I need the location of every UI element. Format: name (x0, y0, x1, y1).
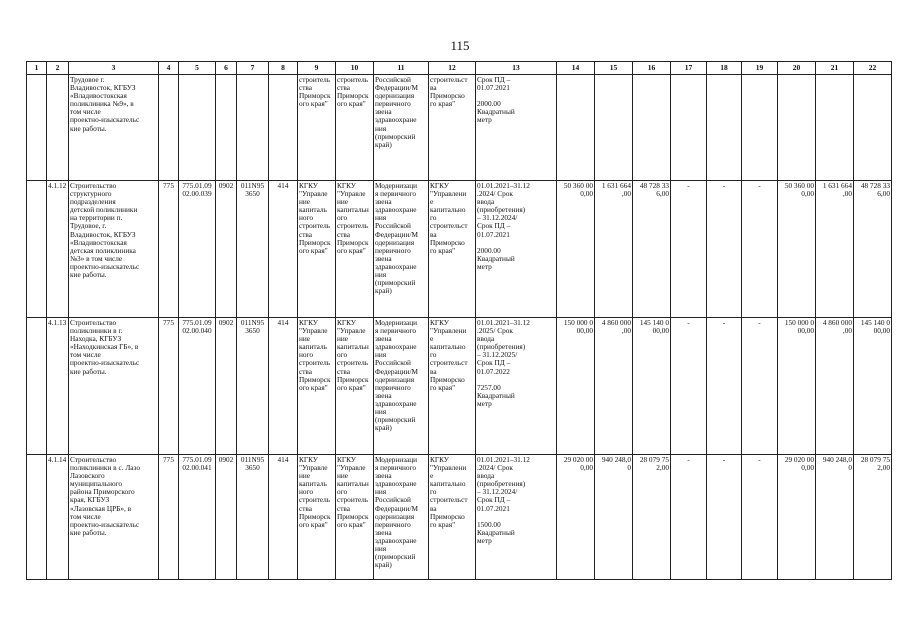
table-cell: - (671, 318, 707, 455)
table-cell (216, 75, 237, 181)
table-row (27, 318, 892, 455)
column-header: 13 (476, 62, 557, 75)
table-cell: 775.01.09 02.00.040 (179, 318, 216, 455)
table-cell: - (707, 181, 742, 318)
page-number: 115 (450, 38, 470, 53)
table-row (27, 181, 892, 318)
column-header: 8 (269, 62, 298, 75)
budget-table (26, 61, 892, 580)
table-cell (671, 75, 707, 181)
table-cell (47, 75, 69, 181)
column-header: 10 (336, 62, 374, 75)
table-cell: - (671, 455, 707, 580)
table-row (27, 75, 892, 181)
table-cell (159, 75, 179, 181)
column-header: 2 (47, 62, 69, 75)
table-cell: Срок ПД – 01.07.2021 2000.00 Квадратный метр (476, 75, 557, 181)
table-cell (27, 75, 47, 181)
table-cell (557, 75, 595, 181)
table-cell: 775.01.09 02.00.041 (179, 455, 216, 580)
amount-cell: 150 000 0 00,00 (557, 318, 595, 455)
table-cell: - (707, 318, 742, 455)
table-cell: 01.01.2021–31.12 .2024/ Срок ввода (приобретения) – 31.12.2024/ Срок ПД – 01.07.2021 1500.00 Квадратный метр (476, 455, 557, 580)
column-header: 6 (216, 62, 237, 75)
table-cell (633, 75, 671, 181)
amount-cell: 28 079 75 2,00 (633, 455, 671, 580)
amount-cell: 1 631 664 ,00 (816, 181, 854, 318)
table-header-row (27, 62, 892, 75)
table-cell: КГКУ "Управле ние капитальн ого строитель ства Приморск ого края" (336, 455, 374, 580)
object-name-cell: Строительство поликлиники в с. Лазо Лазовского муниципального района Приморского края, КГБУЗ «Лазовская ЦРБ», в том числе проектно-изыскательс кие работы. (69, 455, 159, 580)
table-cell (816, 75, 854, 181)
table-cell: КГКУ "Управлени е капитально го строительст ва Приморско го края" (429, 455, 476, 580)
column-header: 22 (854, 62, 892, 75)
table-cell: КГКУ "Управле ние капиталь ного строитель ства Приморск ого края" (298, 455, 336, 580)
table-cell: 011N95 3650 (237, 181, 269, 318)
table-cell: Модернизаци я первичного звена здравоохране ния Российской Федерации/М одернизация первичного звена здравоохране ния (приморский край) (374, 181, 429, 318)
table-cell (595, 75, 633, 181)
table-cell (742, 75, 778, 181)
table-cell: КГКУ "Управле ние капиталь ного строитель ства Приморск ого края" (298, 181, 336, 318)
column-header: 21 (816, 62, 854, 75)
table-cell: строитель ства Приморск ого края" (298, 75, 336, 181)
table-cell (27, 318, 47, 455)
table-cell: 414 (269, 318, 298, 455)
column-header: 14 (557, 62, 595, 75)
amount-cell: 50 360 00 0,00 (557, 181, 595, 318)
column-header: 18 (707, 62, 742, 75)
table-cell (854, 75, 892, 181)
table-cell: - (707, 455, 742, 580)
table-cell (27, 181, 47, 318)
table-cell: КГКУ "Управле ние капиталь ного строитель ства Приморск ого края" (298, 318, 336, 455)
table-cell: КГКУ "Управлени е капитально го строительст ва Приморско го края" (429, 181, 476, 318)
table-cell (179, 75, 216, 181)
table-cell: строительст ва Приморско го края" (429, 75, 476, 181)
amount-cell: 145 140 0 00,00 (633, 318, 671, 455)
amount-cell: 4 860 000 ,00 (816, 318, 854, 455)
amount-cell: 50 360 00 0,00 (778, 181, 816, 318)
column-header: 1 (27, 62, 47, 75)
table-cell: 011N95 3650 (237, 318, 269, 455)
table-cell: Трудовое г. Владивосток, КГБУЗ «Владивостокская поликлиника №9», в том числе проектно-изыскательс кие работы. (69, 75, 159, 181)
amount-cell: 145 140 0 00,00 (854, 318, 892, 455)
table-cell (707, 75, 742, 181)
table-cell: 01.01.2021–31.12 .2025/ Срок ввода (приобретения) – 31.12.2025/ Срок ПД – 01.07.2022 7257.00 Квадратный метр (476, 318, 557, 455)
column-header: 11 (374, 62, 429, 75)
table-cell: 0902 (216, 455, 237, 580)
table-cell: 775 (159, 318, 179, 455)
table-cell: КГКУ "Управле ние капитальн ого строитель ства Приморск ого края" (336, 318, 374, 455)
row-number-cell: 4.1.13 (47, 318, 69, 455)
table-cell: - (742, 455, 778, 580)
amount-cell: 150 000 0 00,00 (778, 318, 816, 455)
table-cell: Российской Федерации/М одернизация первичного звена здравоохране ния (приморский край) (374, 75, 429, 181)
row-number-cell: 4.1.14 (47, 455, 69, 580)
column-header: 5 (179, 62, 216, 75)
table-cell (778, 75, 816, 181)
table-cell: 0902 (216, 318, 237, 455)
column-header: 12 (429, 62, 476, 75)
row-number-cell: 4.1.12 (47, 181, 69, 318)
column-header: 17 (671, 62, 707, 75)
table-cell (237, 75, 269, 181)
amount-cell: 29 020 00 0,00 (778, 455, 816, 580)
column-header: 4 (159, 62, 179, 75)
table-cell: Модернизаци я первичного звена здравоохране ния Российской Федерации/М одернизация первичного звена здравоохране ния (приморский край) (374, 318, 429, 455)
column-header: 9 (298, 62, 336, 75)
column-header: 19 (742, 62, 778, 75)
table-cell: строитель ства Приморск ого края" (336, 75, 374, 181)
column-header: 20 (778, 62, 816, 75)
amount-cell: 29 020 00 0,00 (557, 455, 595, 580)
table-cell: 0902 (216, 181, 237, 318)
table-cell: КГКУ "Управле ние капитальн ого строитель ства Приморск ого края" (336, 181, 374, 318)
amount-cell: 48 728 33 6,00 (633, 181, 671, 318)
table-cell: 775 (159, 455, 179, 580)
table-cell (269, 75, 298, 181)
column-header: 15 (595, 62, 633, 75)
table-cell: 01.01.2021–31.12 .2024/ Срок ввода (приобретения) – 31.12.2024/ Срок ПД – 01.07.2021 2000.00 Квадратный метр (476, 181, 557, 318)
column-header: 16 (633, 62, 671, 75)
table-cell: 775.01.09 02.00.039 (179, 181, 216, 318)
table-cell: - (742, 318, 778, 455)
column-header: 7 (237, 62, 269, 75)
amount-cell: 4 860 000 ,00 (595, 318, 633, 455)
amount-cell: 48 728 33 6,00 (854, 181, 892, 318)
amount-cell: 940 248,0 0 (816, 455, 854, 580)
amount-cell: 28 079 75 2,00 (854, 455, 892, 580)
table-cell: - (742, 181, 778, 318)
table-cell: - (671, 181, 707, 318)
table-cell: Модернизаци я первичного звена здравоохране ния Российской Федерации/М одернизация первичного звена здравоохране ния (приморский край) (374, 455, 429, 580)
table-cell (27, 455, 47, 580)
table-cell: 414 (269, 455, 298, 580)
amount-cell: 1 631 664 ,00 (595, 181, 633, 318)
object-name-cell: Строительство структурного подразделения детской поликлиники на территории п. Трудовое, г. Владивосток, КГБУЗ «Владивостокская детская поликлиника №3» в том числе проектно-изыскательс кие работы. (69, 181, 159, 318)
table-cell: 775 (159, 181, 179, 318)
table-cell: 011N95 3650 (237, 455, 269, 580)
table-cell: КГКУ "Управлени е капитально го строительст ва Приморско го края" (429, 318, 476, 455)
column-header: 3 (69, 62, 159, 75)
object-name-cell: Строительство поликлиники в г. Находка, КГБУЗ «Находкинская ГБ», в том числе проектно-изыскательс кие работы. (69, 318, 159, 455)
table-cell: 414 (269, 181, 298, 318)
table-row (27, 455, 892, 580)
amount-cell: 940 248,0 0 (595, 455, 633, 580)
